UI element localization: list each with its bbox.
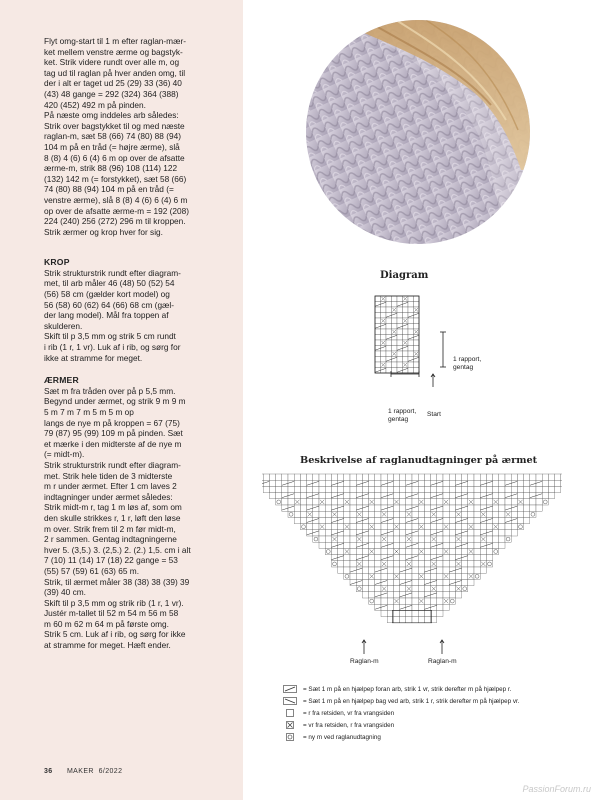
empty-square-icon [283,709,297,717]
instructions-column [44,36,238,651]
slip-front-cable-icon [283,685,297,693]
legend-item: = Sæt 1 m på en hjælpep bag ved arb, strik 1 r, strik derefter m på hjælpep vr. [283,695,583,707]
legend-item: = vr fra retsiden, r fra vrangsiden [283,719,583,731]
repeat-cols-label: 1 rapport, gentag [388,408,417,423]
circle-square-icon [283,733,297,741]
cross-square-icon [283,721,297,729]
legend-item: = Sæt 1 m på en hjælpep foran arb, strik 1 vr, strik derefter m på hjælpep r. [283,683,583,695]
raglan-marker-right: Raglan-m [428,658,457,665]
stitch-diagram [370,291,450,395]
slip-back-cable-icon [283,697,297,705]
sweater-photo [306,20,530,244]
aermer-heading: ÆRMER [44,375,79,386]
magazine-name: MAKER [66,768,94,775]
raglan-marker-left: Raglan-m [350,658,379,665]
krop-paragraph: Strik strukturstrik rundt efter diagram- met, til arb måler 46 (48) 50 (52) 54 (56) 58 cm (gælder kort model) og 56 (58) 60 (62) 64 (66) 68 cm (gæl- der lang model). Mål fra toppen af skulderen. Skift til p 3,5 mm og strik 5 cm rundt i rib (1 r, 1 vr). Luk af i rib, og sørg for ikke at stramme for meget. [44,267,181,363]
raglan-title: Beskrivelse af raglanudtagninger på ærmet [300,455,538,466]
start-label: Start [427,411,441,418]
page-number: 36 [44,768,53,775]
krop-heading: KROP [44,257,70,268]
page-footer [44,768,122,775]
raglan-diagram [262,472,562,668]
watermark: PassionForum.ru [522,784,591,794]
legend [283,683,583,743]
intro-paragraph: Flyt omg-start til 1 m efter raglan-mær- ket mellem venstre ærme og bagstyk- ket. Strik videre rundt over alle m, og tag ud til raglan på hver anden omg, til der i alt er taget ud 25 (29) 33 (36) 40 (43) 48 gange = 292 (324) 364 (388) 420 (452) 492 m på pinden. På næste omg inddeles arb således: Strik over bagstykket til og med næste raglan-m, sæt 58 (66) 74 (80) 88 (94) 104 m på en tråd (= højre ærme), slå 8 (8) 4 (6) 6 (4) 6 m op over de afsatte ærme-m, strik 88 (96) 108 (114) 122 (132) 142 m (= forstykket), sæt 58 (66) 74 (80) 88 (94) 104 m på en tråd (= venstre ærme), slå 8 (8) 4 (6) 6 (4) 6 m op over de afsatte ærme-m = 192 (208) 224 (240) 256 (272) 296 m til kroppen. Strik ærmer og krop hver for sig. [44,36,190,237]
diagram-title: Diagram [380,270,429,281]
legend-item: = ny m ved raglanudtagning [283,731,583,743]
issue-number: 6/2022 [98,768,123,775]
aermer-paragraph: Sæt m fra tråden over på p 5,5 mm. Begynd under ærmet, og strik 9 m 9 m 5 m 7 m 7 m 5 m 5 m op langs de nye m på kroppen = 67 (75) 79 (87) 95 (99) 109 m på pinden. Sæt et mærke i den midterste af de nye m (= midt-m). Strik strukturstrik rundt efter diagram- met. Strik hele tiden de 3 midterste m r under ærmet. Efter 1 cm laves 2 indtagninger under ærmet således: Strik midt-m r, tag 1 m løs af, som om den skulle strikkes r, 1 r, løft den løse m over. Strik frem til 2 m før midt-m, 2 r sammen. Gentag indtagningerne hver 5. (3,5.) 3. (2,5.) 2. (2.) 1,5. cm i alt 7 (10) 11 (14) 17 (18) 22 gange = 53 (55) 57 (59) 61 (63) 65 m. Strik, til ærmet måler 38 (38) 38 (39) 39 (39) 40 cm. Skift til p 3,5 mm og strik rib (1 r, 1 vr). Justér m-tallet til 52 m 54 m 56 m 58 m 60 m 62 m 64 m på første omg. Strik 5 cm. Luk af i rib, og sørg for ikke at stramme for meget. Hæft ender. [44,385,191,651]
legend-item: = r fra retsiden, vr fra vrangsiden [283,707,583,719]
repeat-rows-label: 1 rapport, gentag [453,356,482,371]
